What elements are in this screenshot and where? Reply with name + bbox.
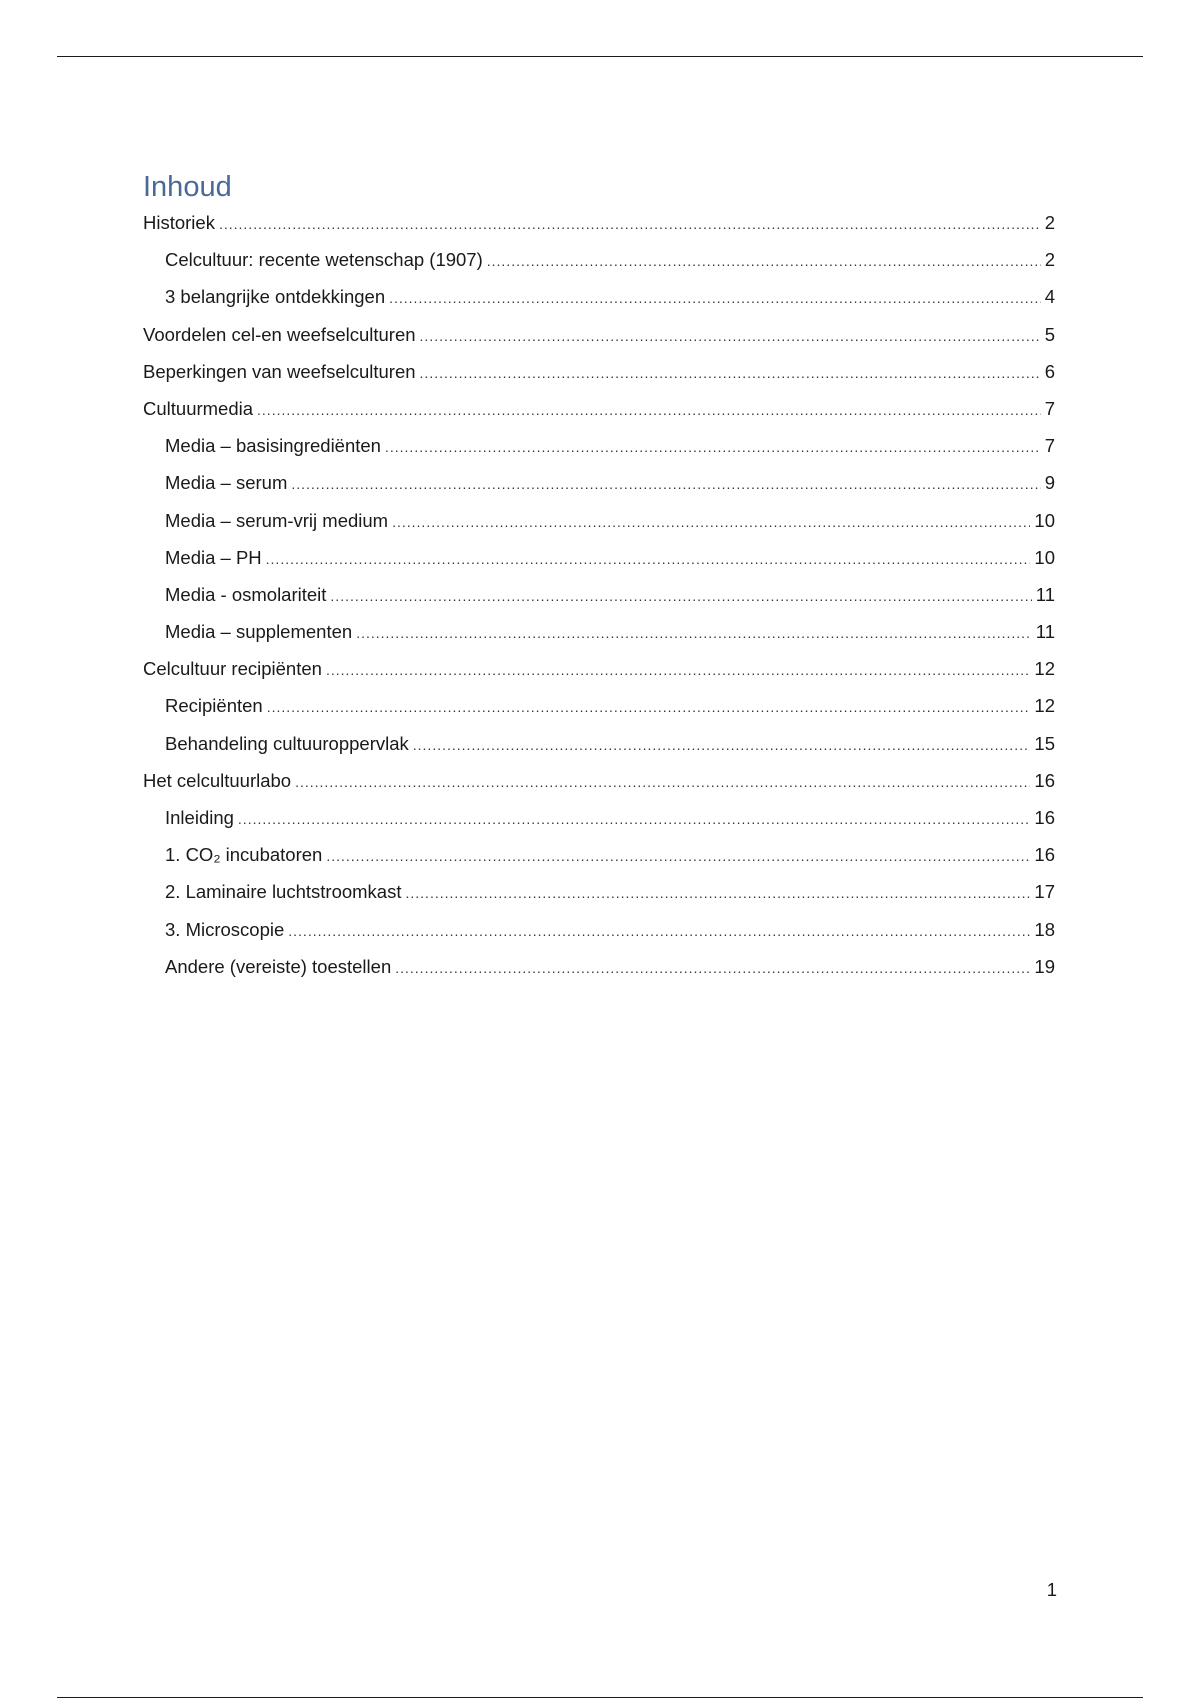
toc-entry-text: Media – serum bbox=[165, 472, 288, 494]
toc-dot-leader bbox=[395, 955, 1030, 981]
toc-dot-leader bbox=[406, 880, 1031, 906]
toc-entry-text: 2. Laminaire luchtstroomkast bbox=[165, 881, 402, 903]
toc-entry-text: Historiek bbox=[143, 212, 215, 233]
footer-rule bbox=[57, 1697, 1143, 1698]
toc-dot-leader bbox=[420, 360, 1041, 386]
toc-entry-text: Cultuurmedia bbox=[143, 397, 254, 419]
toc-entry[interactable] bbox=[143, 582, 1055, 619]
toc-entry-page: 5 bbox=[1044, 323, 1055, 345]
toc-entry-page: 16 bbox=[1034, 844, 1055, 866]
toc-dot-leader bbox=[257, 397, 1041, 423]
toc-entry[interactable] bbox=[143, 954, 1055, 991]
toc-entry-text: 3 belangrijke ontdekkingen bbox=[165, 286, 386, 308]
toc-entry-page: 7 bbox=[1044, 435, 1055, 457]
toc-entry-text: Recipiënten bbox=[165, 695, 263, 717]
toc-entry[interactable] bbox=[143, 284, 1055, 321]
toc-dot-leader bbox=[330, 583, 1031, 609]
toc-entry[interactable] bbox=[143, 545, 1055, 582]
toc-entry-page: 12 bbox=[1034, 658, 1055, 680]
toc-entry-text: 1. CO₂ incubatoren bbox=[165, 844, 323, 866]
toc-dot-leader bbox=[385, 434, 1041, 460]
toc-entry-text: Celcultuur: recente wetenschap (1907) bbox=[165, 249, 483, 271]
toc-entry-text: Media – serum-vrij medium bbox=[165, 509, 389, 531]
toc-dot-leader bbox=[326, 843, 1030, 869]
toc-entry[interactable] bbox=[143, 247, 1055, 284]
toc-dot-leader bbox=[238, 806, 1031, 832]
header-rule bbox=[57, 56, 1143, 57]
toc-entry-page: 12 bbox=[1034, 695, 1055, 717]
toc-entry-text: Beperkingen van weefselculturen bbox=[143, 360, 416, 382]
toc-dot-leader bbox=[413, 732, 1031, 758]
toc-entry[interactable] bbox=[143, 656, 1055, 693]
toc-entry-text: Media – PH bbox=[165, 546, 262, 568]
toc-entry[interactable] bbox=[143, 470, 1055, 507]
toc-entry-text: Media – supplementen bbox=[165, 621, 353, 643]
toc-entry-page: 9 bbox=[1044, 472, 1055, 494]
toc-entry-page: 19 bbox=[1034, 955, 1055, 977]
page-number: 1 bbox=[1046, 1579, 1057, 1600]
toc-dot-leader bbox=[487, 248, 1041, 274]
toc-list bbox=[143, 210, 1055, 991]
toc-entry-page: 10 bbox=[1034, 509, 1055, 531]
table-of-contents bbox=[143, 168, 1055, 991]
toc-dot-leader bbox=[392, 509, 1030, 535]
toc-entry-page: 16 bbox=[1034, 769, 1055, 791]
toc-dot-leader bbox=[267, 694, 1031, 720]
toc-entry[interactable] bbox=[143, 693, 1055, 730]
toc-entry-page: 17 bbox=[1034, 881, 1055, 903]
toc-entry[interactable] bbox=[143, 805, 1055, 842]
toc-entry[interactable] bbox=[143, 433, 1055, 470]
toc-entry-page: 15 bbox=[1034, 732, 1055, 754]
toc-entry[interactable] bbox=[143, 396, 1055, 433]
toc-dot-leader bbox=[288, 918, 1030, 944]
toc-entry-text: Inleiding bbox=[165, 807, 234, 828]
toc-entry-page: 18 bbox=[1034, 918, 1055, 940]
toc-entry-text: Behandeling cultuuroppervlak bbox=[165, 732, 409, 754]
toc-entry-text: Media – basisingrediënten bbox=[165, 435, 381, 457]
toc-dot-leader bbox=[326, 657, 1030, 683]
toc-title: Inhoud bbox=[143, 171, 232, 203]
toc-entry-text: Media - osmolariteit bbox=[165, 583, 327, 605]
toc-entry-page: 16 bbox=[1034, 807, 1055, 828]
toc-entry[interactable] bbox=[143, 322, 1055, 359]
toc-entry[interactable] bbox=[143, 768, 1055, 805]
toc-entry-page: 10 bbox=[1034, 546, 1055, 568]
toc-entry-text: Andere (vereiste) toestellen bbox=[165, 955, 392, 977]
toc-entry[interactable] bbox=[143, 359, 1055, 396]
toc-entry[interactable] bbox=[143, 731, 1055, 768]
toc-dot-leader bbox=[420, 323, 1041, 349]
toc-entry[interactable] bbox=[143, 917, 1055, 954]
toc-dot-leader bbox=[389, 285, 1041, 311]
toc-entry-page: 11 bbox=[1035, 583, 1055, 605]
toc-entry-text: Voordelen cel-en weefselculturen bbox=[143, 323, 416, 345]
toc-entry[interactable] bbox=[143, 508, 1055, 545]
toc-entry-page: 2 bbox=[1044, 212, 1055, 233]
toc-entry[interactable] bbox=[143, 619, 1055, 656]
toc-entry[interactable] bbox=[143, 842, 1055, 879]
toc-entry-page: 4 bbox=[1044, 286, 1055, 308]
toc-entry-page: 6 bbox=[1044, 360, 1055, 382]
toc-entry-page: 7 bbox=[1044, 397, 1055, 419]
toc-dot-leader bbox=[219, 211, 1041, 237]
toc-entry-text: 3. Microscopie bbox=[165, 918, 285, 940]
toc-entry-page: 11 bbox=[1035, 621, 1055, 643]
toc-entry[interactable] bbox=[143, 210, 1055, 247]
toc-dot-leader bbox=[356, 620, 1032, 646]
toc-dot-leader bbox=[266, 546, 1031, 572]
toc-dot-leader bbox=[295, 769, 1030, 795]
toc-entry-text: Celcultuur recipiënten bbox=[143, 658, 322, 680]
toc-entry-page: 2 bbox=[1044, 249, 1055, 271]
toc-entry[interactable] bbox=[143, 879, 1055, 916]
toc-entry-text: Het celcultuurlabo bbox=[143, 769, 292, 791]
toc-dot-leader bbox=[291, 471, 1040, 497]
